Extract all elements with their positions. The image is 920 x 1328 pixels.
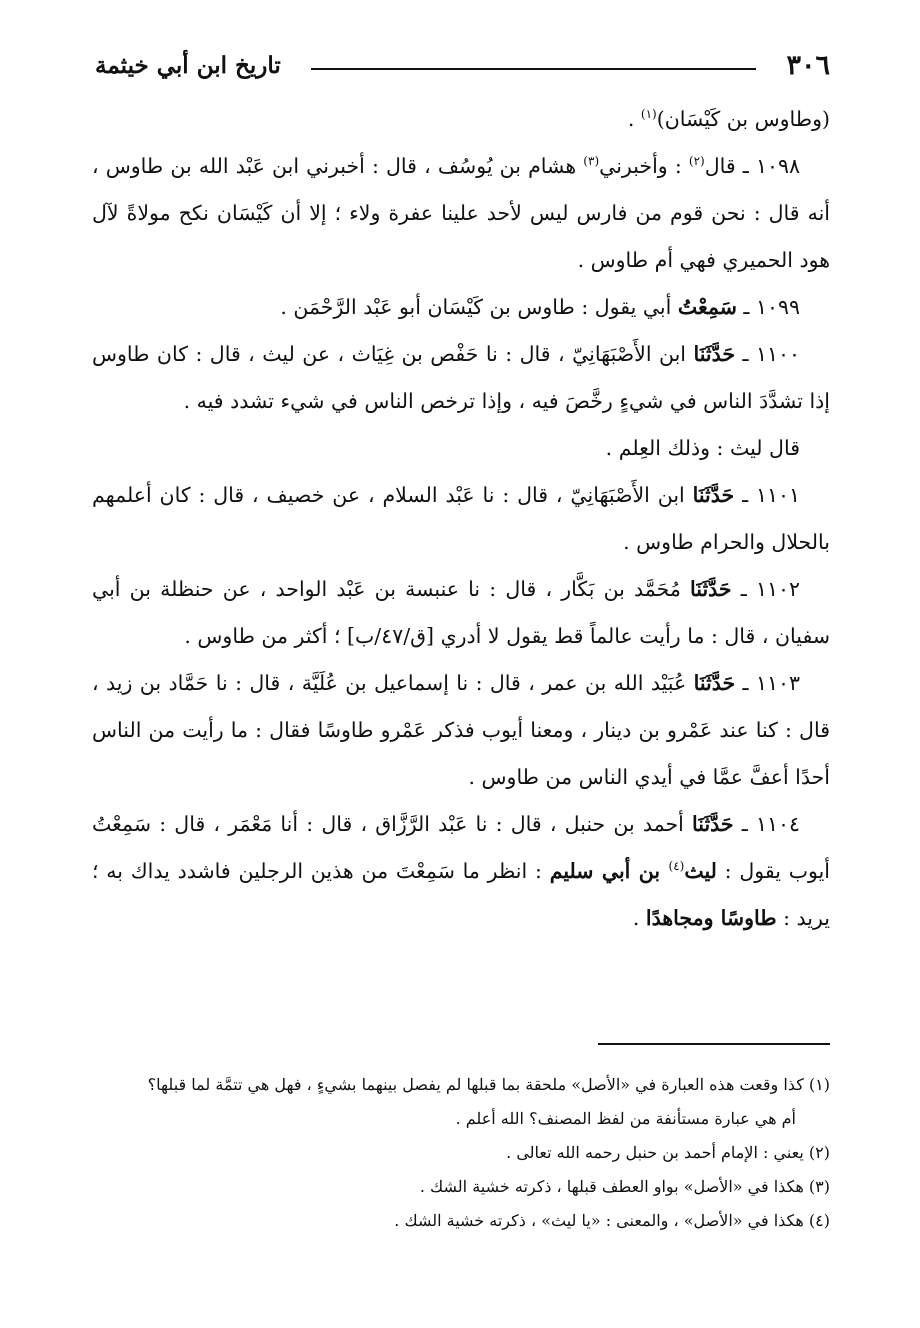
transmission-keyword: حَدَّثَنَا (692, 483, 735, 507)
narration-number: ١٠٩٨ ـ (735, 154, 800, 178)
footnotes (92, 1068, 830, 1238)
narration-number: ١٠٩٩ ـ (736, 295, 800, 319)
footnote-1-continued: أم هي عبارة مستأنفة من لفظ المصنف؟ الله أعلم . (455, 1109, 796, 1128)
narration-number: ١١٠٠ ـ (735, 342, 800, 366)
narration-text: ابن الأَصْبَهَانِيّ ، قال : نا حَفْص بن غِيَاث ، عن ليث ، قال : كان طاوس إذا تشدَّدَ الناس في شيءٍ رخَّصَ فيه ، وإذا ترخص الناس في شيء تشدد فيه . (92, 342, 830, 413)
narration-text: قال (704, 154, 736, 178)
transmission-keyword: حَدَّثَنَا (693, 671, 736, 695)
narrator-name: بن أبي سليم (549, 859, 669, 883)
narration-text: أحمد بن حنبل ، قال : نا عَبْد الرَّزَّاق ، قال : أنا مَعْمَر ، قال : سَمِعْتُ أيوب يقول : (92, 812, 830, 883)
narration-number: ١١٠٢ ـ (731, 577, 800, 601)
narration-text: عُبَيْد الله بن عمر ، قال : نا إسماعيل بن عُلَيَّة ، قال : نا حَمَّاد بن زيد ، قال : كنا عند عَمْرو بن دينار ، ومعنا أيوب فذكر عَمْرو طاوسًا فقال : ما رأيت من الناس أحدًا أعفَّ عمَّا في أيدي الناس من طاوس . (92, 671, 830, 789)
narration-number: ١١٠١ ـ (734, 483, 800, 507)
transmission-keyword: حَدَّثَنَا (690, 577, 732, 601)
narration-text: أبي يقول : طاوس بن كَيْسَان أبو عَبْد الرَّحْمَن . (280, 295, 678, 319)
book-title: تاريخ ابن أبي خيثمة (95, 51, 281, 79)
footnote-marker: (١) (640, 107, 657, 122)
transmission-keyword: حَدَّثَنَا (692, 812, 734, 836)
footnote-marker: (٤) (668, 859, 685, 874)
paragraph-end: . (632, 906, 646, 930)
footnote-2: (٢) يعني : الإمام أحمد بن حنبل رحمه الله تعالى . (506, 1143, 830, 1162)
narration-1100-comment (92, 425, 830, 472)
narration-text: هشام بن يُوسُف ، قال : أخبرني ابن عَبْد الله بن طاوس ، أنه قال : نحن قوم من فارس ليس لأحد علينا عفرة ولاء ؛ إلا أن كَيْسَان نكح مولاةً لآل هود الحميري فهي أم طاوس . (92, 154, 830, 272)
footnote-4: (٤) هكذا في «الأصل» ، والمعنى : «يا ليث» ، ذكرته خشية الشك . (394, 1211, 830, 1230)
narration-1098 (92, 143, 830, 284)
narrator-name: ليث (684, 859, 717, 883)
narration-number: ١١٠٤ ـ (733, 812, 800, 836)
narration-1103 (92, 660, 830, 801)
footnote-1: (١) كذا وقعت هذه العبارة في «الأصل» ملحقة بما قبلها لم يفصل بينهما بشيءٍ ، فهل هي تتمَّة لما قبلها؟ (147, 1075, 830, 1094)
page-header (95, 40, 830, 90)
transmission-keyword: حَدَّثَنَا (693, 342, 736, 366)
footnote-divider (598, 1043, 830, 1045)
footnote-marker: (٢) (688, 154, 705, 169)
narration-text: : انظر ما سَمِعْتَ من هذين الرجلين فاشدد يداك به ؛ يريد : (92, 859, 830, 930)
paragraph-intro (92, 96, 830, 143)
narration-1104 (92, 801, 830, 942)
paragraph-end: . (627, 107, 641, 131)
narration-1099 (92, 284, 830, 331)
narration-number: ١١٠٣ ـ (735, 671, 800, 695)
footnote-marker: (٣) (583, 154, 600, 169)
narration-1100 (92, 331, 830, 425)
narration-text: قال ليث : وذلك العِلم . (605, 436, 800, 460)
transmission-keyword: سَمِعْتُ (677, 295, 737, 319)
narration-text: مُحَمَّد بن بَكَّار ، قال : نا عنبسة بن عَبْد الواحد ، عن حنظلة بن أبي سفيان ، قال : ما رأيت عالماً قط يقول لا أدري [ق/٤٧/ب] ؛ أكثر من طاوس . (92, 577, 830, 648)
footnote-3: (٣) هكذا في «الأصل» بواو العطف قبلها ، ذكرته خشية الشك . (419, 1177, 830, 1196)
narrator-names-emphasis: طاوسًا ومجاهدًا (645, 906, 777, 930)
narration-text: ابن الأَصْبَهَانِيّ ، قال : نا عَبْد السلام ، عن خصيف ، قال : كان أعلمهم بالحلال والحرام طاوس . (92, 483, 830, 554)
narration-1102 (92, 566, 830, 660)
narration-1101 (92, 472, 830, 566)
page-number: ٣٠٦ (786, 49, 830, 81)
header-rule (311, 68, 757, 70)
main-text (92, 96, 830, 942)
narration-text: : وأخبرني (599, 154, 689, 178)
paragraph-text: (وطاوس بن كَيْسَان) (656, 107, 830, 131)
